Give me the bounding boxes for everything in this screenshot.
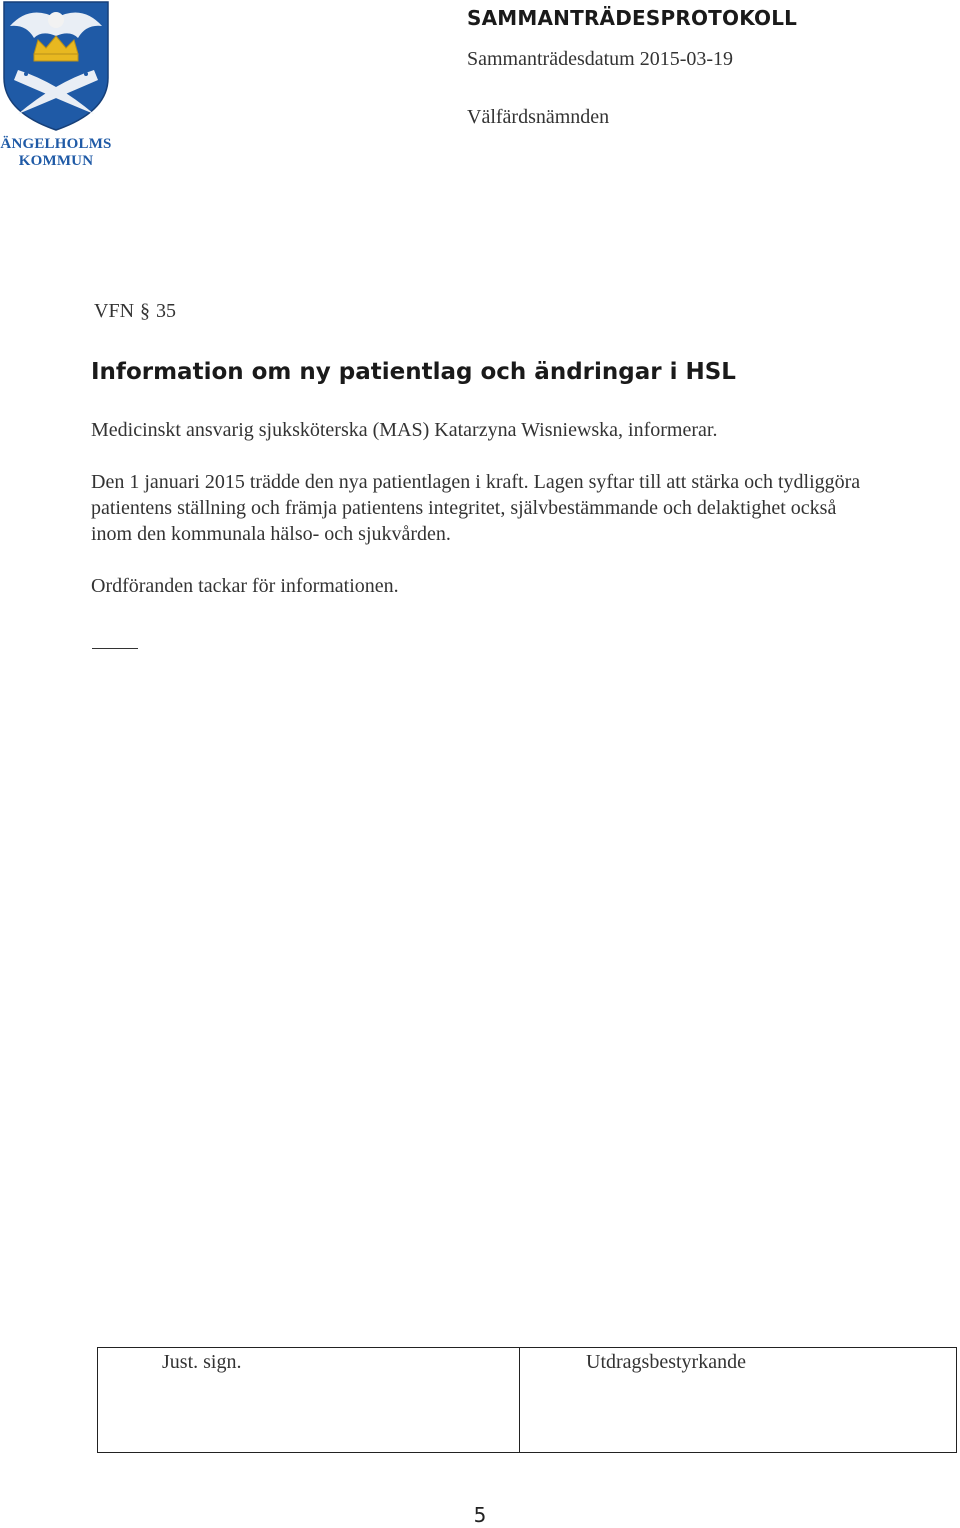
- extract-certification-label: Utdragsbestyrkande: [586, 1351, 746, 1373]
- logo-text-line2: KOMMUN: [18, 153, 94, 169]
- coat-of-arms-icon: [0, 0, 112, 132]
- municipality-logo: [0, 0, 112, 172]
- section-title: Information om ny patientlag och ändringar i HSL: [91, 359, 736, 385]
- meeting-date: Sammanträdesdatum 2015-03-19: [467, 48, 734, 70]
- committee-name: Välfärdsnämnden: [467, 106, 610, 128]
- paragraph-closing: Ordföranden tackar för informationen.: [91, 575, 399, 597]
- section-reference: [94, 300, 176, 323]
- paragraph-patient-law: Den 1 januari 2015 trädde den nya patientlagen i kraft. Lagen syftar till att stärka och tydliggöra patientens ställning och främja patientens integritet, självbestämmande och delaktighet också inom den kommunala hälso- och sjukvården.: [91, 471, 861, 545]
- section-prefix: VFN: [94, 300, 135, 322]
- signature-box: [97, 1347, 957, 1453]
- document-type: SAMMANTRÄDESPROTOKOLL: [467, 6, 798, 30]
- logo-text-line1: ÄNGELHOLMS: [0, 136, 112, 152]
- section-end-rule: [92, 648, 138, 649]
- page-number: 5: [473, 1503, 487, 1527]
- extract-certification-cell: [520, 1348, 956, 1452]
- section-symbol: §: [140, 300, 151, 322]
- paragraph-informant: Medicinskt ansvarig sjuksköterska (MAS) Katarzyna Wisniewska, informerar.: [91, 419, 718, 441]
- justification-signature-cell: [98, 1348, 520, 1452]
- section-number: 35: [156, 300, 177, 322]
- justification-signature-label: Just. sign.: [162, 1351, 242, 1373]
